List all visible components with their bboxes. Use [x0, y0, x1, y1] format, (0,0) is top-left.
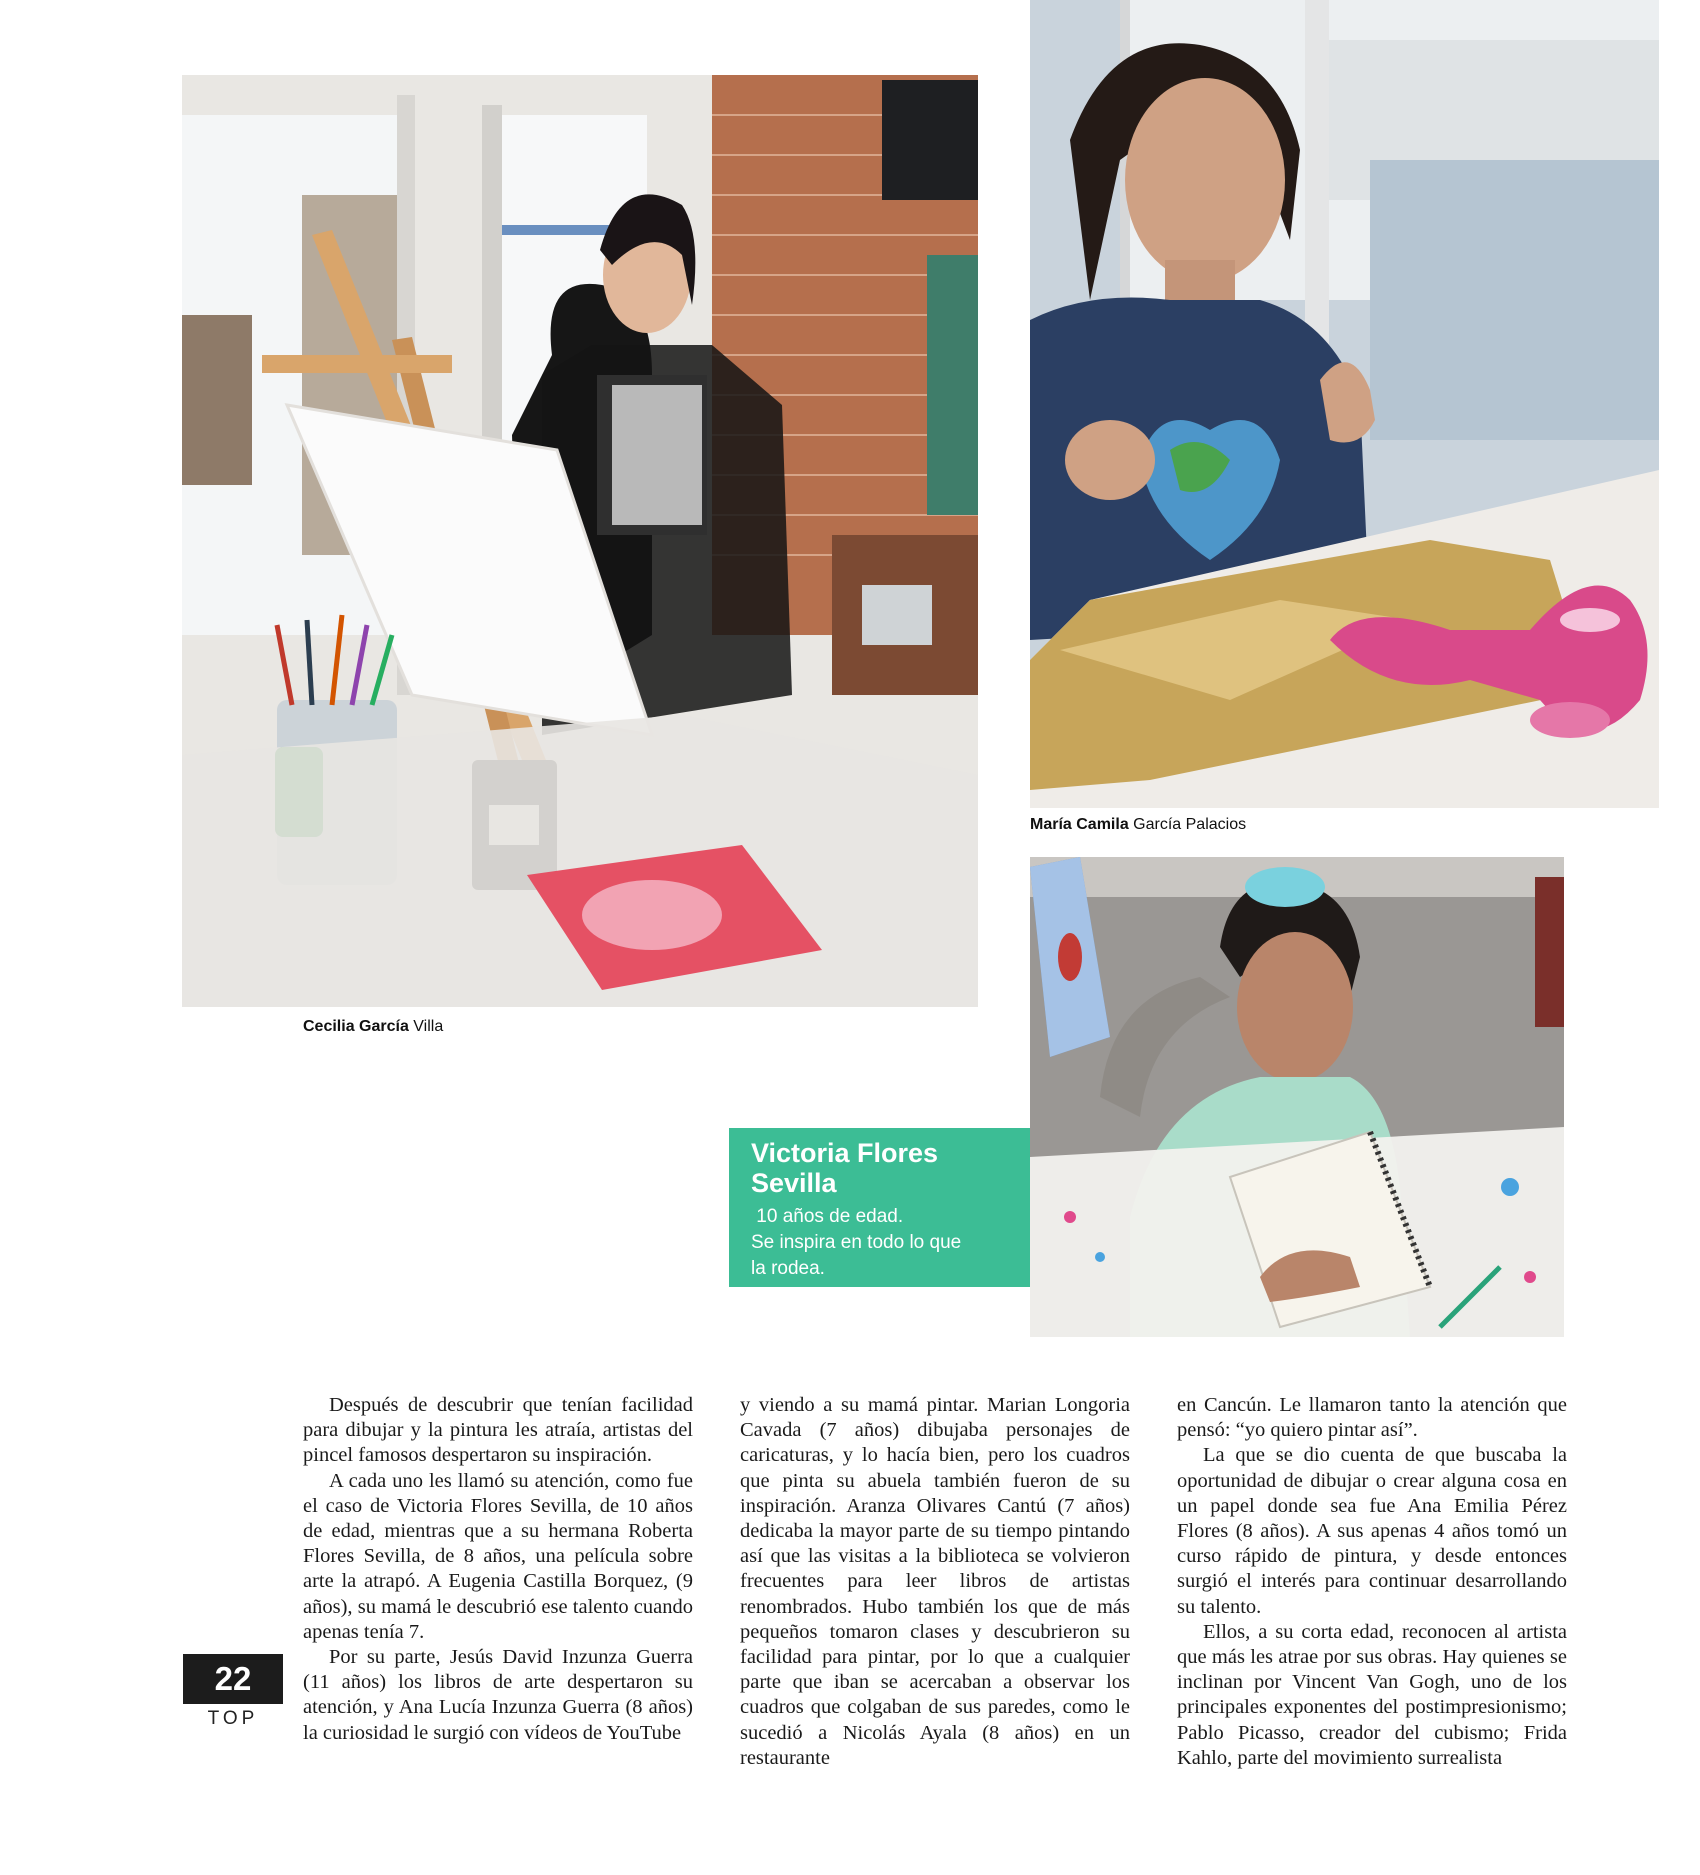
photo-maria-camila	[1030, 0, 1659, 808]
girl-at-gold-leaf-table-photo	[1030, 0, 1659, 808]
article-column-1	[303, 1393, 693, 1746]
article-column-2	[740, 1393, 1130, 1771]
caption-cecilia-rest: Villa	[413, 1018, 444, 1035]
photo-cecilia	[182, 75, 978, 1007]
page-number: 22	[183, 1654, 283, 1704]
article-paragraph: Por su parte, Jesús David Inzunza Guerra (11 años) los libros de arte despertaron su atención, y Ana Lucía Inzunza Guerra (8 años) la curiosidad le surgió con vídeos de YouTube	[303, 1646, 693, 1744]
caption-maria-camila-rest: García Palacios	[1133, 816, 1247, 833]
painter-at-easel-photo	[182, 75, 978, 1007]
article-paragraph: A cada uno les llamó su atención, como fue el caso de Victoria Flores Sevilla, de 10 años de edad, mientras que a su hermana Roberta Flores Sevilla, de 8 años, una película sobre arte la atrapó. A Eugenia Castilla Borquez, (9 años), su mamá le descubrió ese talento cuando apenas tenía 7.	[303, 1469, 693, 1643]
section-label: TOP	[207, 1708, 259, 1729]
girl-drawing-sketchbook-photo	[1030, 857, 1564, 1337]
article-paragraph: Ellos, a su corta edad, reconocen al artista que más les atrae por sus obras. Hay quienes se inclinan por Vincent Van Gogh, uno de los principales exponentes del postimpresionismo; Pablo Picasso, creador del cubismo; Frida Kahlo, parte del movimiento surrealista	[1177, 1620, 1567, 1769]
article-paragraph: Después de descubrir que tenían facilidad para dibujar y la pintura les atraía, artistas del pincel famosos despertaron su inspiración.	[303, 1394, 693, 1467]
caption-cecilia-bold: Cecilia García	[303, 1018, 409, 1035]
feature-age: 10 años de edad.	[751, 1206, 904, 1227]
feature-line-3: la rodea.	[751, 1258, 825, 1279]
photo-victoria	[1030, 857, 1564, 1337]
caption-cecilia	[303, 1018, 443, 1036]
caption-maria-camila	[1030, 816, 1246, 834]
article-paragraph: La que se dio cuenta de que buscaba la oportunidad de dibujar o crear alguna cosa en un papel donde sea fue Ana Emilia Pérez Flores (8 años). A sus apenas 4 años tomó un curso rápido de pintura, y desde entonces surgió el interés para continuar desarrollando su talento.	[1177, 1444, 1567, 1618]
article-column-3	[1177, 1393, 1567, 1771]
article-paragraph: y viendo a su mamá pintar. Marian Longoria Cavada (7 años) dibujaba personajes de caricaturas, y lo hacía bien, pero los cuadros que pinta su abuela también fueron de su inspiración. Aranza Olivares Cantú (7 años) dedicaba la mayor parte de su tiempo pintando así que las visitas a la biblioteca se volvieron frecuentes para leer libros de artistas renombrados. Hubo también los que de más pequeños tomaron clases y descubrieron su facilidad para pintar, por lo que a cualquier parte que iban se acercaban a observar los cuadros que colgaban de sus paredes, como le sucedió a Nicolás Ayala (8 años) en un restaurante	[740, 1394, 1130, 1769]
caption-maria-camila-bold: María Camila	[1030, 816, 1129, 833]
feature-box	[729, 1128, 1030, 1287]
feature-line-2: Se inspira en todo lo que	[751, 1232, 962, 1253]
article-paragraph: en Cancún. Le llamaron tanto la atención que pensó: “yo quiero pintar así”.	[1177, 1394, 1567, 1442]
feature-name: Victoria Flores Sevilla	[751, 1138, 939, 1198]
